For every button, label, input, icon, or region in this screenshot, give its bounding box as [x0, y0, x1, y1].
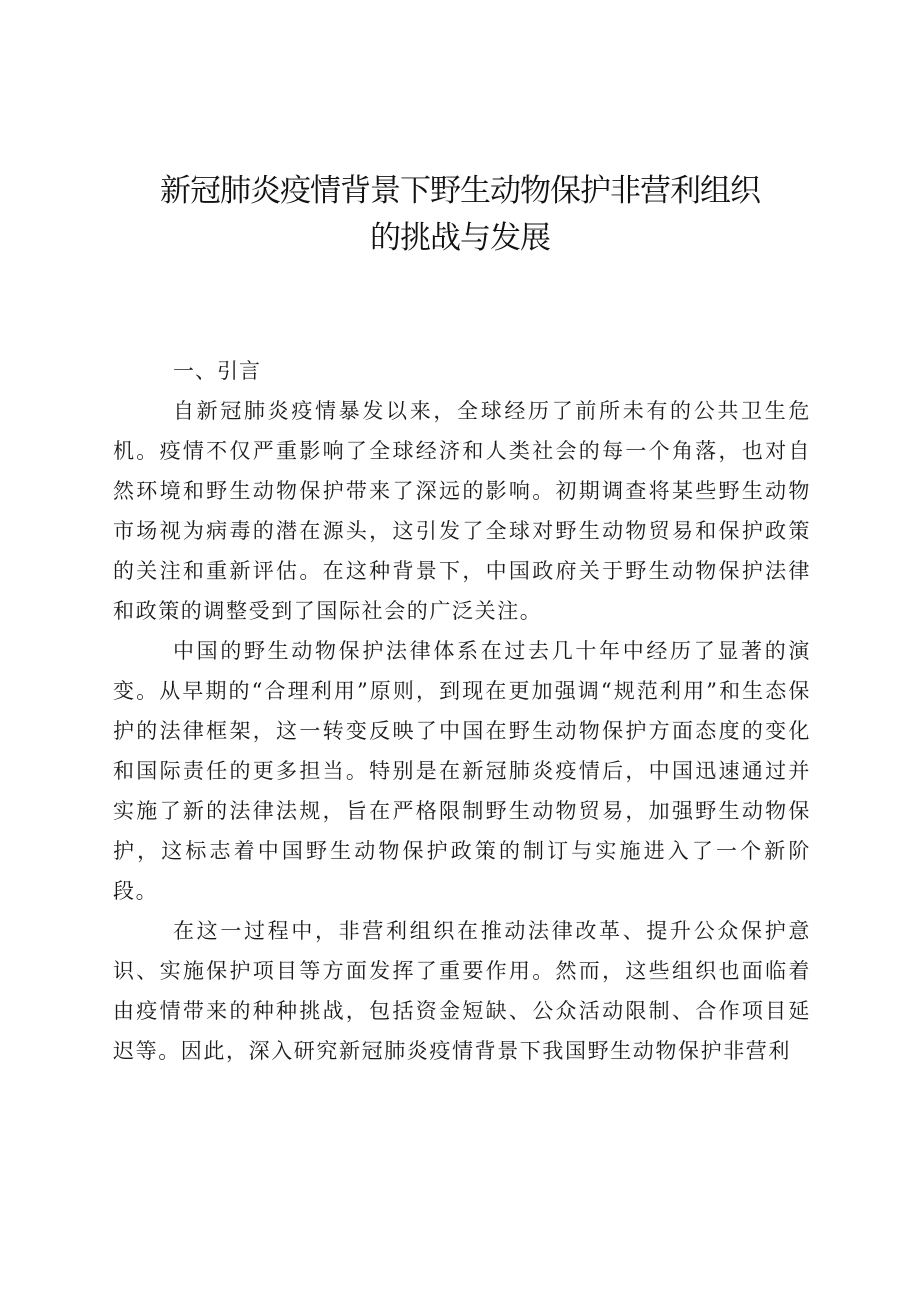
paragraph-3: 在这一过程中，非营利组织在推动法律改革、提升公众保护意识、实施保护项目等方面发挥了重要作用。然而，这些组织也面临着由疫情带来的种种挑战，包括资金短缺、公众活动限制、合作项目延迟等。因此，深入研究新冠肺炎疫情背景下我国野生动物保护非营利 — [113, 919, 811, 1063]
title-line-1: 新冠肺炎疫情背景下野生动物保护非营利组织 — [160, 173, 760, 209]
paragraph-2: 中国的野生动物保护法律体系在过去几十年中经历了显著的演变。从早期的“合理利用”原则，到现在更加强调“规范利用”和生态保护的法律框架，这一转变反映了中国在野生动物保护方面态度的变化和国际责任的更多担当。特别是在新冠肺炎疫情后，中国迅速通过并实施了新的法律法规，旨在严格限制野生动物贸易，加强野生动物保护，这标志着中国野生动物保护政策的制订与实施进入了一个新阶段。 — [113, 639, 811, 903]
paragraph-1: 自新冠肺炎疫情暴发以来，全球经历了前所未有的公共卫生危机。疫情不仅严重影响了全球经济和人类社会的每一个角落，也对自然环境和野生动物保护带来了深远的影响。初期调查将某些野生动物市场视为病毒的潜在源头，这引发了全球对野生动物贸易和保护政策的关注和重新评估。在这种背景下，中国政府关于野生动物保护法律和政策的调整受到了国际社会的广泛关注。 — [113, 399, 811, 623]
section-heading: 一、引言 — [173, 359, 261, 383]
document-body — [113, 351, 811, 1071]
title-line-2: 的挑战与发展 — [370, 220, 550, 256]
document-title — [110, 168, 810, 262]
